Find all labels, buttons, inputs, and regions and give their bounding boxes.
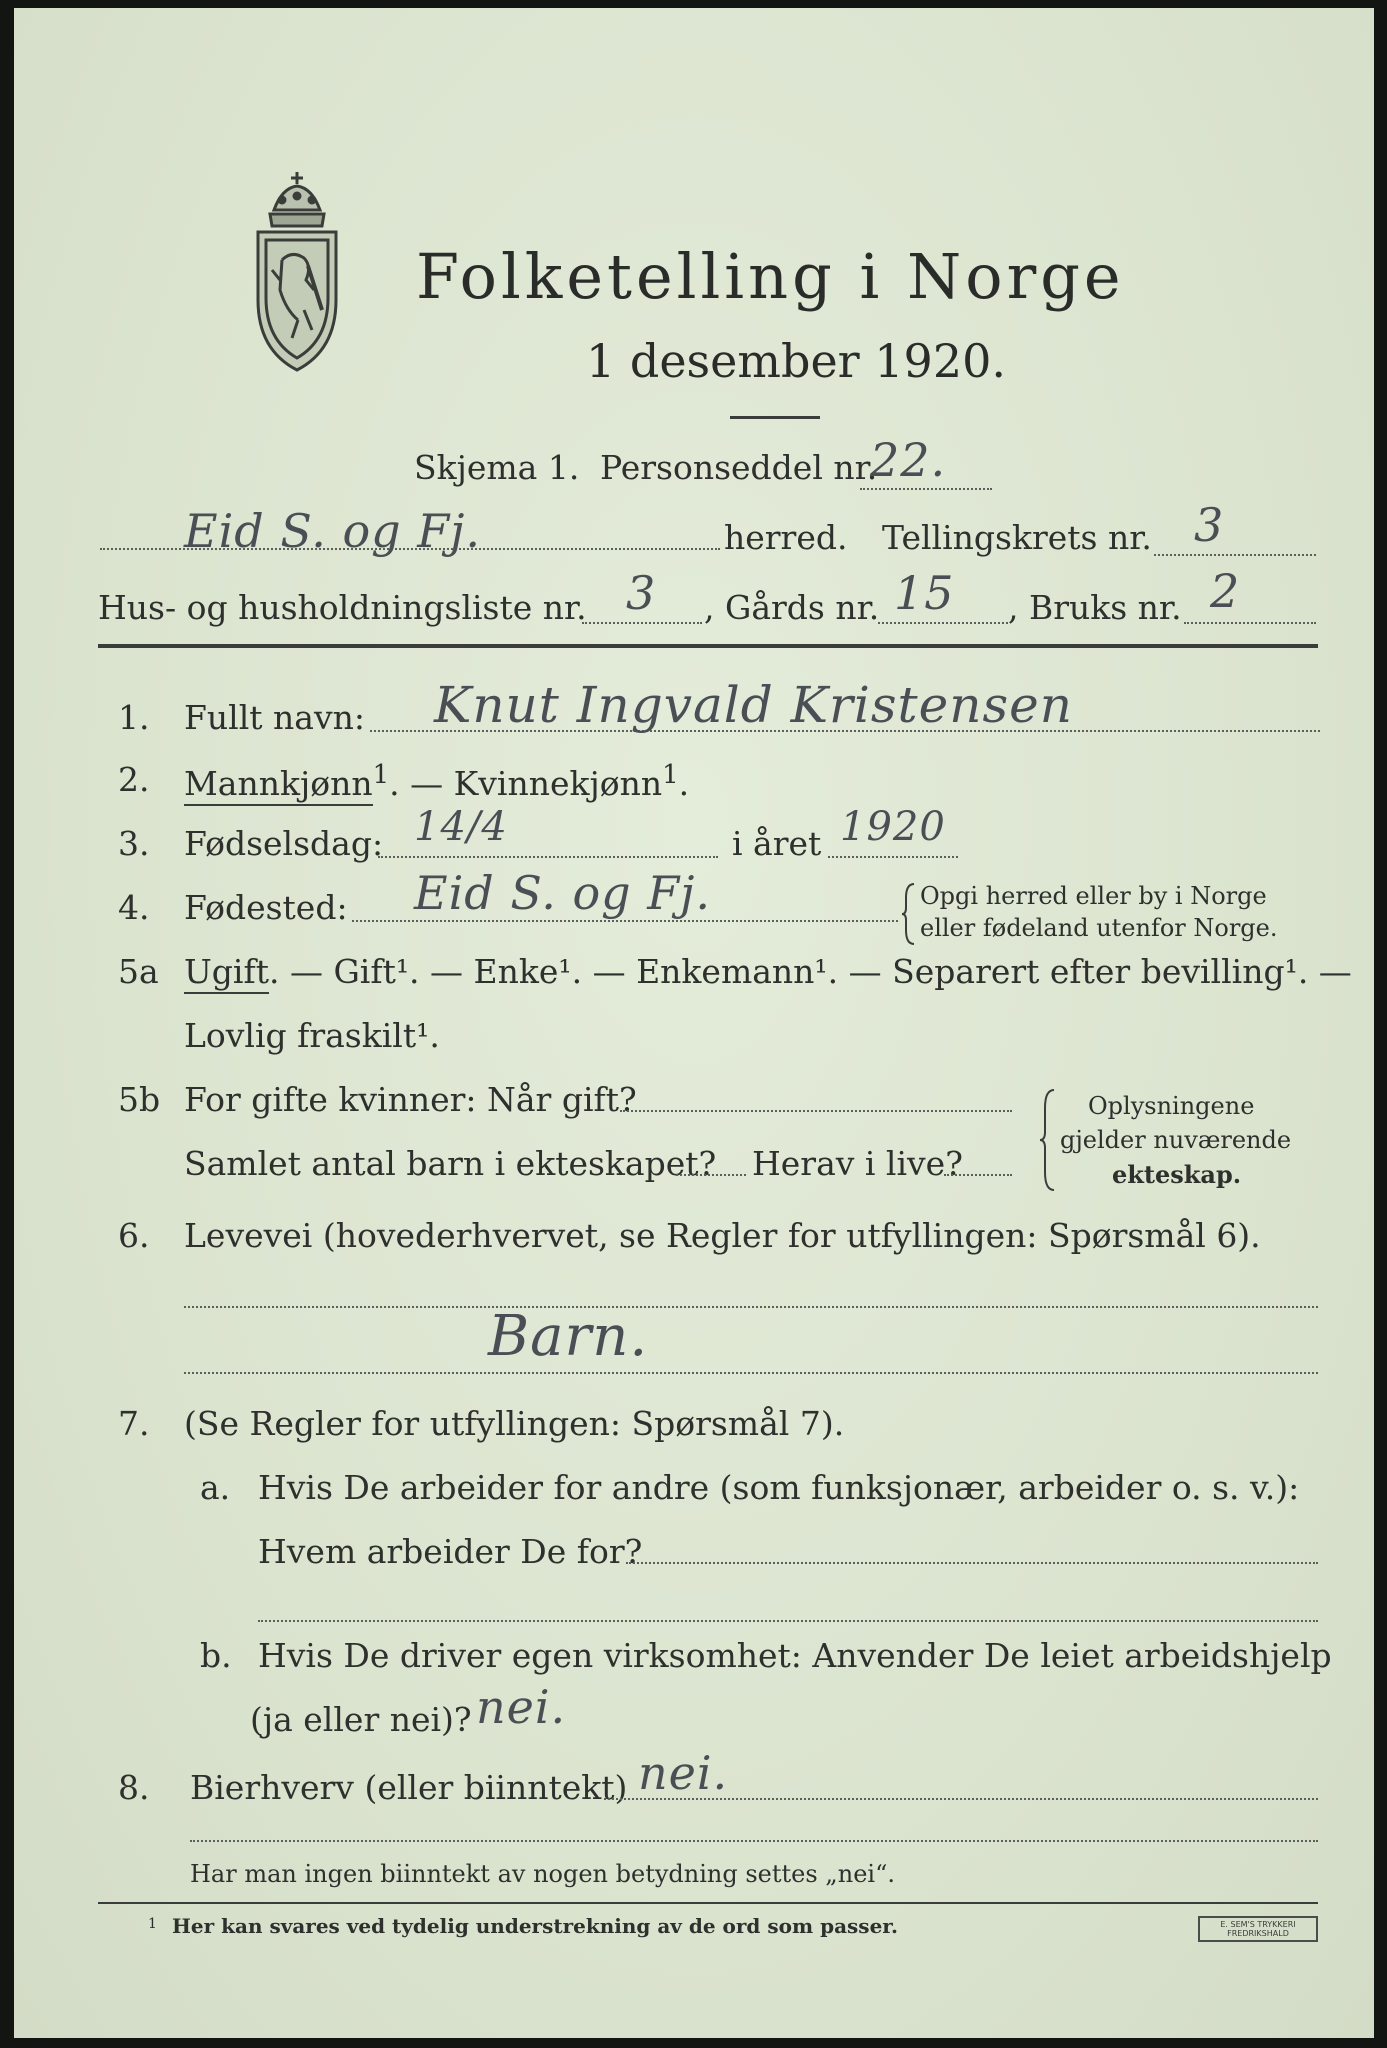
q5a-ugift-option: Ugift: [184, 952, 269, 994]
q3-number: 3.: [118, 824, 150, 863]
printer-stamp-line2: FREDRIKSHALD: [1227, 1929, 1289, 1938]
form-date: 1 desember 1920.: [586, 334, 1006, 388]
q7a-line1: Hvis De arbeider for andre (som funksjonær, arbeider o. s. v.):: [258, 1468, 1300, 1507]
norwegian-coat-of-arms-icon: [252, 170, 342, 380]
q5b-line1: For gifte kvinner: Når gift?: [184, 1080, 637, 1119]
q5a-line2: Lovlig fraskilt¹.: [184, 1016, 440, 1055]
q1-label: Fullt navn:: [184, 698, 365, 737]
q7a-line2: Hvem arbeider De for?: [258, 1532, 643, 1571]
q7b-line2: (ja eller nei)?: [250, 1700, 472, 1739]
q7-number: 7.: [118, 1404, 150, 1443]
q2-separator: . —: [389, 764, 454, 803]
q4-label: Fødested:: [184, 888, 348, 927]
bruks-value: 2: [1210, 564, 1241, 618]
form-title: Folketelling i Norge: [416, 240, 1125, 313]
q3-year-value: 1920: [840, 804, 946, 850]
q8-line-extra: [190, 1840, 1318, 1842]
husliste-label: Hus- og husholdningsliste nr.: [98, 588, 587, 627]
q1-number: 1.: [118, 698, 150, 737]
q3-value: 14/4: [414, 804, 508, 850]
q6-label: Levevei (hovederhvervet, se Regler for utfyllingen: Spørsmål 6).: [184, 1216, 1261, 1255]
q7b-letter: b.: [200, 1636, 232, 1675]
biinntekt-note: Har man ingen biinntekt av nogen betydning settes „nei“.: [190, 1860, 895, 1888]
q5b-line2b: Herav i live?: [752, 1144, 963, 1183]
q3-label: Fødselsdag:: [184, 824, 384, 863]
q7b-line1: Hvis De driver egen virksomhet: Anvender De leiet arbeidshjelp: [258, 1636, 1332, 1675]
footnote-number: 1: [148, 1916, 157, 1932]
q1-value: Knut Ingvald Kristensen: [434, 676, 1073, 734]
q2-female-option: Kvinnekjønn: [453, 764, 663, 803]
q5b-married-line: [620, 1110, 1012, 1112]
q6-line2: [184, 1372, 1318, 1374]
q5a-options: [184, 952, 1352, 991]
q5b-children-line: [676, 1174, 746, 1176]
q3-year-line: [828, 856, 958, 858]
gards-line: [878, 622, 1008, 624]
q4-note-line2: eller fødeland utenfor Norge.: [920, 914, 1278, 942]
census-form-page: [14, 8, 1374, 2038]
q6-line1: [184, 1306, 1318, 1308]
q5b-alive-line: [944, 1174, 1012, 1176]
personseddel-line: [860, 488, 992, 490]
q4-note-line1: Opgi herred eller by i Norge: [920, 882, 1267, 910]
q2-options: Mannkjønn$^1$. — Kvinnekjønn$^1$.: [184, 760, 689, 803]
q5a-number: 5a: [118, 952, 159, 991]
tellingskrets-label: Tellingskrets nr.: [882, 518, 1152, 557]
q8-value: nei.: [638, 1746, 729, 1800]
bruks-label: , Bruks nr.: [1008, 588, 1182, 627]
title-divider: [730, 416, 820, 419]
q3-day-line: [378, 856, 718, 858]
q5b-line2a: Samlet antal barn i ekteskapet?: [184, 1144, 717, 1183]
q8-label: Bierhverv (eller biinntekt): [190, 1768, 628, 1807]
q4-number: 4.: [118, 888, 150, 927]
q5b-note-line2: gjelder nuværende: [1060, 1126, 1292, 1154]
q4-line: [352, 920, 898, 922]
q6-number: 6.: [118, 1216, 150, 1255]
herred-value: Eid S. og Fj.: [184, 504, 482, 558]
bruks-line: [1184, 622, 1316, 624]
q7b-value: nei.: [476, 1680, 567, 1734]
q2-end: .: [678, 764, 690, 803]
tellingskrets-line: [1154, 554, 1316, 556]
footnote-text: Her kan svares ved tydelig understrekning av de ord som passer.: [172, 1914, 898, 1938]
herred-label: herred.: [724, 518, 848, 557]
q5a-other-options: . — Gift¹. — Enke¹. — Enkemann¹. — Separert efter bevilling¹. —: [268, 952, 1352, 991]
tellingskrets-value: 3: [1194, 498, 1225, 552]
q5b-brace-icon: [1040, 1088, 1056, 1192]
husliste-line: [582, 622, 702, 624]
q7a-line: [626, 1562, 1318, 1564]
q3-year-label: i året: [732, 824, 822, 863]
q8-number: 8.: [118, 1768, 150, 1807]
q7a-line-extra: [258, 1620, 1318, 1622]
printer-stamp: [1198, 1916, 1318, 1942]
q2-number: 2.: [118, 760, 150, 799]
q4-value: Eid S. og Fj.: [414, 866, 712, 920]
gards-label: , Gårds nr.: [704, 588, 880, 627]
gards-value: 15: [894, 566, 955, 620]
footer-rule: [98, 1902, 1318, 1904]
personseddel-value: 22.: [870, 433, 947, 487]
q7a-letter: a.: [200, 1468, 231, 1507]
schema-label: Skjema 1.: [414, 448, 580, 487]
q5b-note-line3: ekteskap.: [1112, 1160, 1242, 1189]
header-rule: [98, 644, 1318, 648]
printer-stamp-line1: E. SEM'S TRYKKERI: [1220, 1920, 1296, 1929]
q2-male-option: Mannkjønn: [184, 764, 373, 806]
husliste-value: 3: [626, 566, 657, 620]
q6-value: Barn.: [488, 1304, 649, 1369]
q5b-number: 5b: [118, 1080, 161, 1119]
q5b-note-line1: Oplysningene: [1088, 1092, 1255, 1120]
q4-brace-icon: [902, 882, 916, 946]
personseddel-label: Personseddel nr.: [600, 448, 878, 487]
q7-label: (Se Regler for utfyllingen: Spørsmål 7).: [184, 1404, 845, 1443]
